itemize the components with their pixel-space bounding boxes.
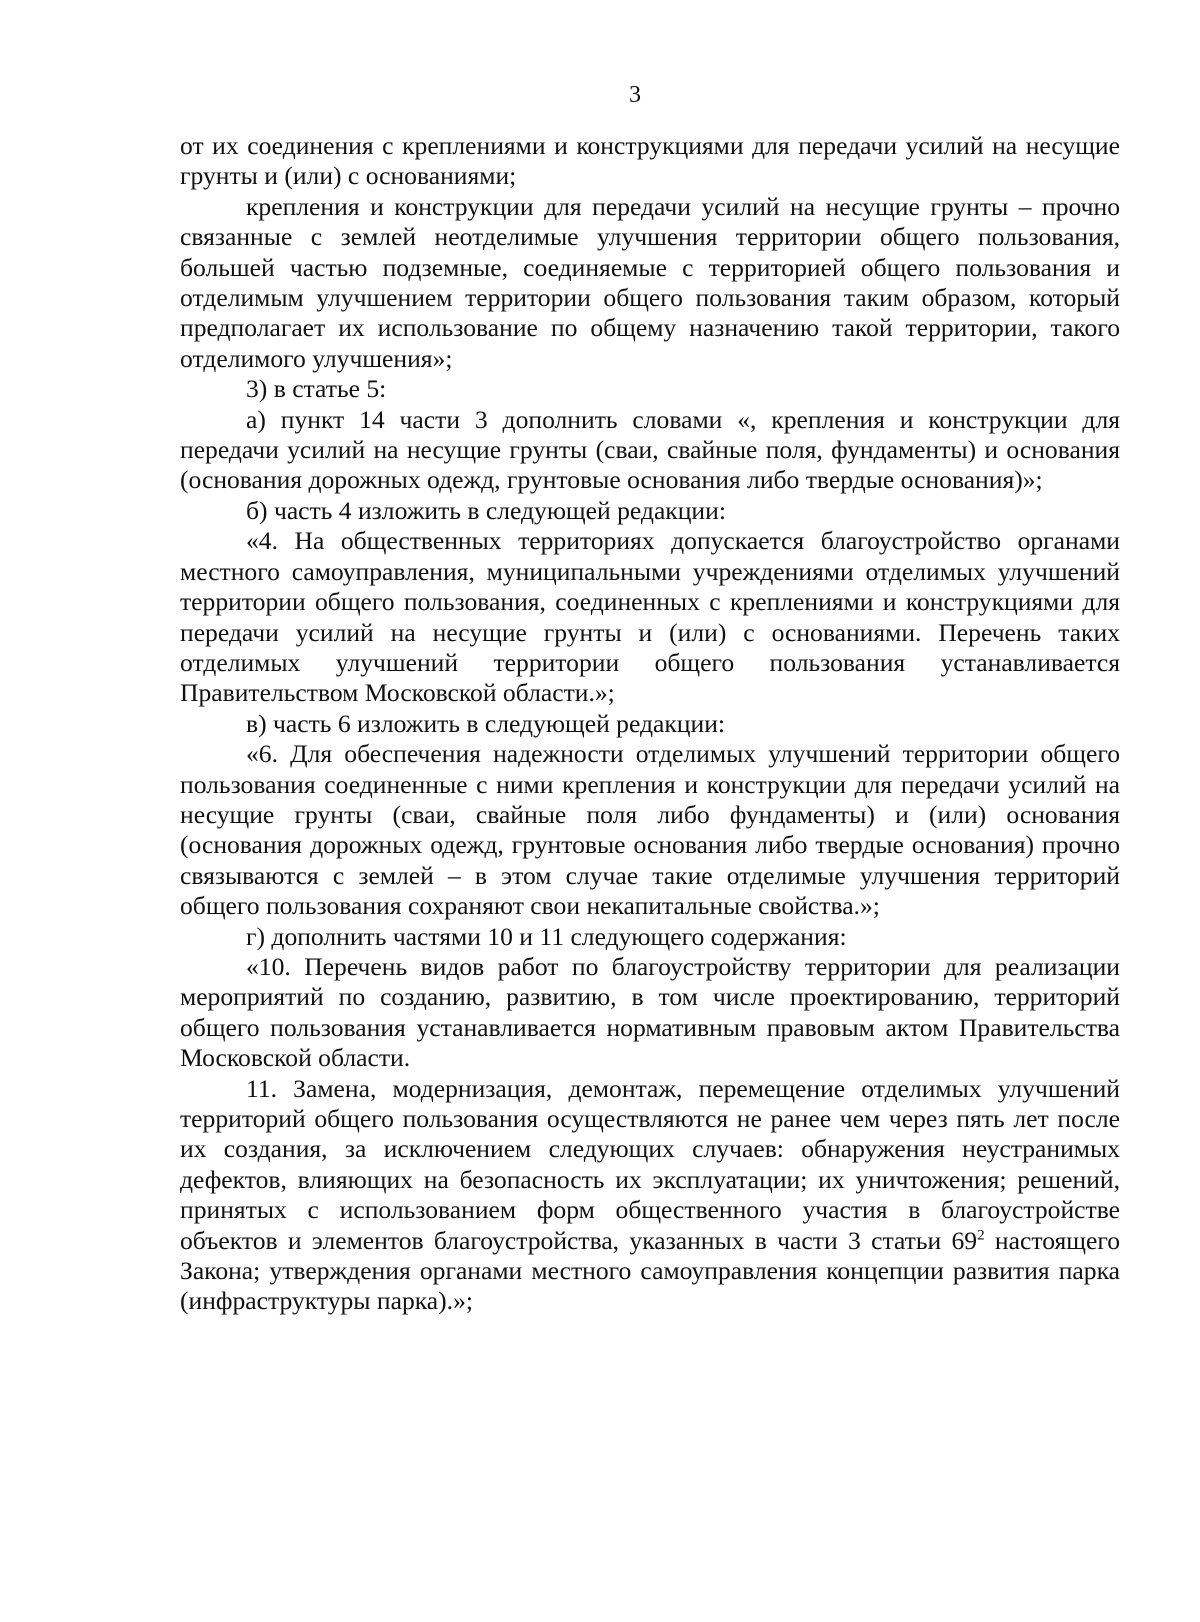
paragraph-part-4: «4. На общественных территориях допускается благоустройство органами местного самоуправления, муниципальными учреждениями отделимых улучшений территории общего пользования, соединенных с креплениями и конструкциями для передачи усилий на несущие грунты и (или) с основаниями. Перечень таких отделимых улучшений территории общего пользования устанавливается Правительством Московской области.»; (180, 526, 1120, 708)
paragraph-subitem-a: а) пункт 14 части 3 дополнить словами «, крепления и конструкции для передачи усилий на несущие грунты (сваи, свайные поля, фундаменты) и основания (основания дорожных одежд, грунтовые основания либо твердые основания)»; (180, 404, 1120, 495)
paragraph-part-11 (180, 1074, 1120, 1317)
paragraph-subitem-b: б) часть 4 изложить в следующей редакции: (246, 495, 726, 525)
paragraph-definition: крепления и конструкции для передачи усилий на несущие грунты – прочно связанные с землей неотделимые улучшения территории общего пользования, большей частью подземные, соединяемые с территорией общего пользования и отделимым улучшением территории общего пользования таким образом, который предполагает их использование по общему назначению такой территории, такого отделимого улучшения»; (180, 191, 1120, 373)
paragraph-continuation: от их соединения с креплениями и конструкциями для передачи усилий на несущие грунты и (или) с основаниями; (180, 131, 1120, 191)
paragraph-part-11-text: 11. Замена, модернизация, демонтаж, перемещение отделимых улучшений территорий общего пользования осуществляются не ранее чем через пять лет после их создания, за исключением следующих случаев: обнаружения неустранимых дефектов, влияющих на безопасность их эксплуатации; их уничтожения; решений, принятых с использованием форм общественного участия в благоустройстве объектов и элементов благоустройства, указанных в части 3 статьи 69 (180, 1073, 1120, 1255)
paragraph-subitem-g: г) дополнить частями 10 и 11 следующего содержания: (246, 921, 847, 951)
paragraph-subitem-v: в) часть 6 изложить в следующей редакции: (246, 708, 725, 738)
paragraph-part-11-text-end: настоящего Закона; утверждения органами местного самоуправления концепции развития парка (инфраструктуры парка).»; (180, 1225, 1120, 1316)
paragraph-item-3: 3) в статье 5: (246, 374, 387, 404)
document-body (180, 131, 1120, 1317)
article-superscript: 2 (977, 1227, 985, 1244)
page-number: 3 (629, 82, 641, 108)
paragraph-part-6: «6. Для обеспечения надежности отделимых улучшений территории общего пользования соединенные с ними крепления и конструкции для передачи усилий на несущие грунты (сваи, свайные поля либо фундаменты) и (или) основания (основания дорожных одежд, грунтовые основания либо твердые основания) прочно связываются с землей – в этом случае такие отделимые улучшения территорий общего пользования сохраняют свои некапитальные свойства.»; (180, 739, 1120, 921)
paragraph-part-10: «10. Перечень видов работ по благоустройству территории для реализации мероприятий по созданию, развитию, в том числе проектированию, территорий общего пользования устанавливается нормативным правовым актом Правительства Московской области. (180, 951, 1120, 1073)
